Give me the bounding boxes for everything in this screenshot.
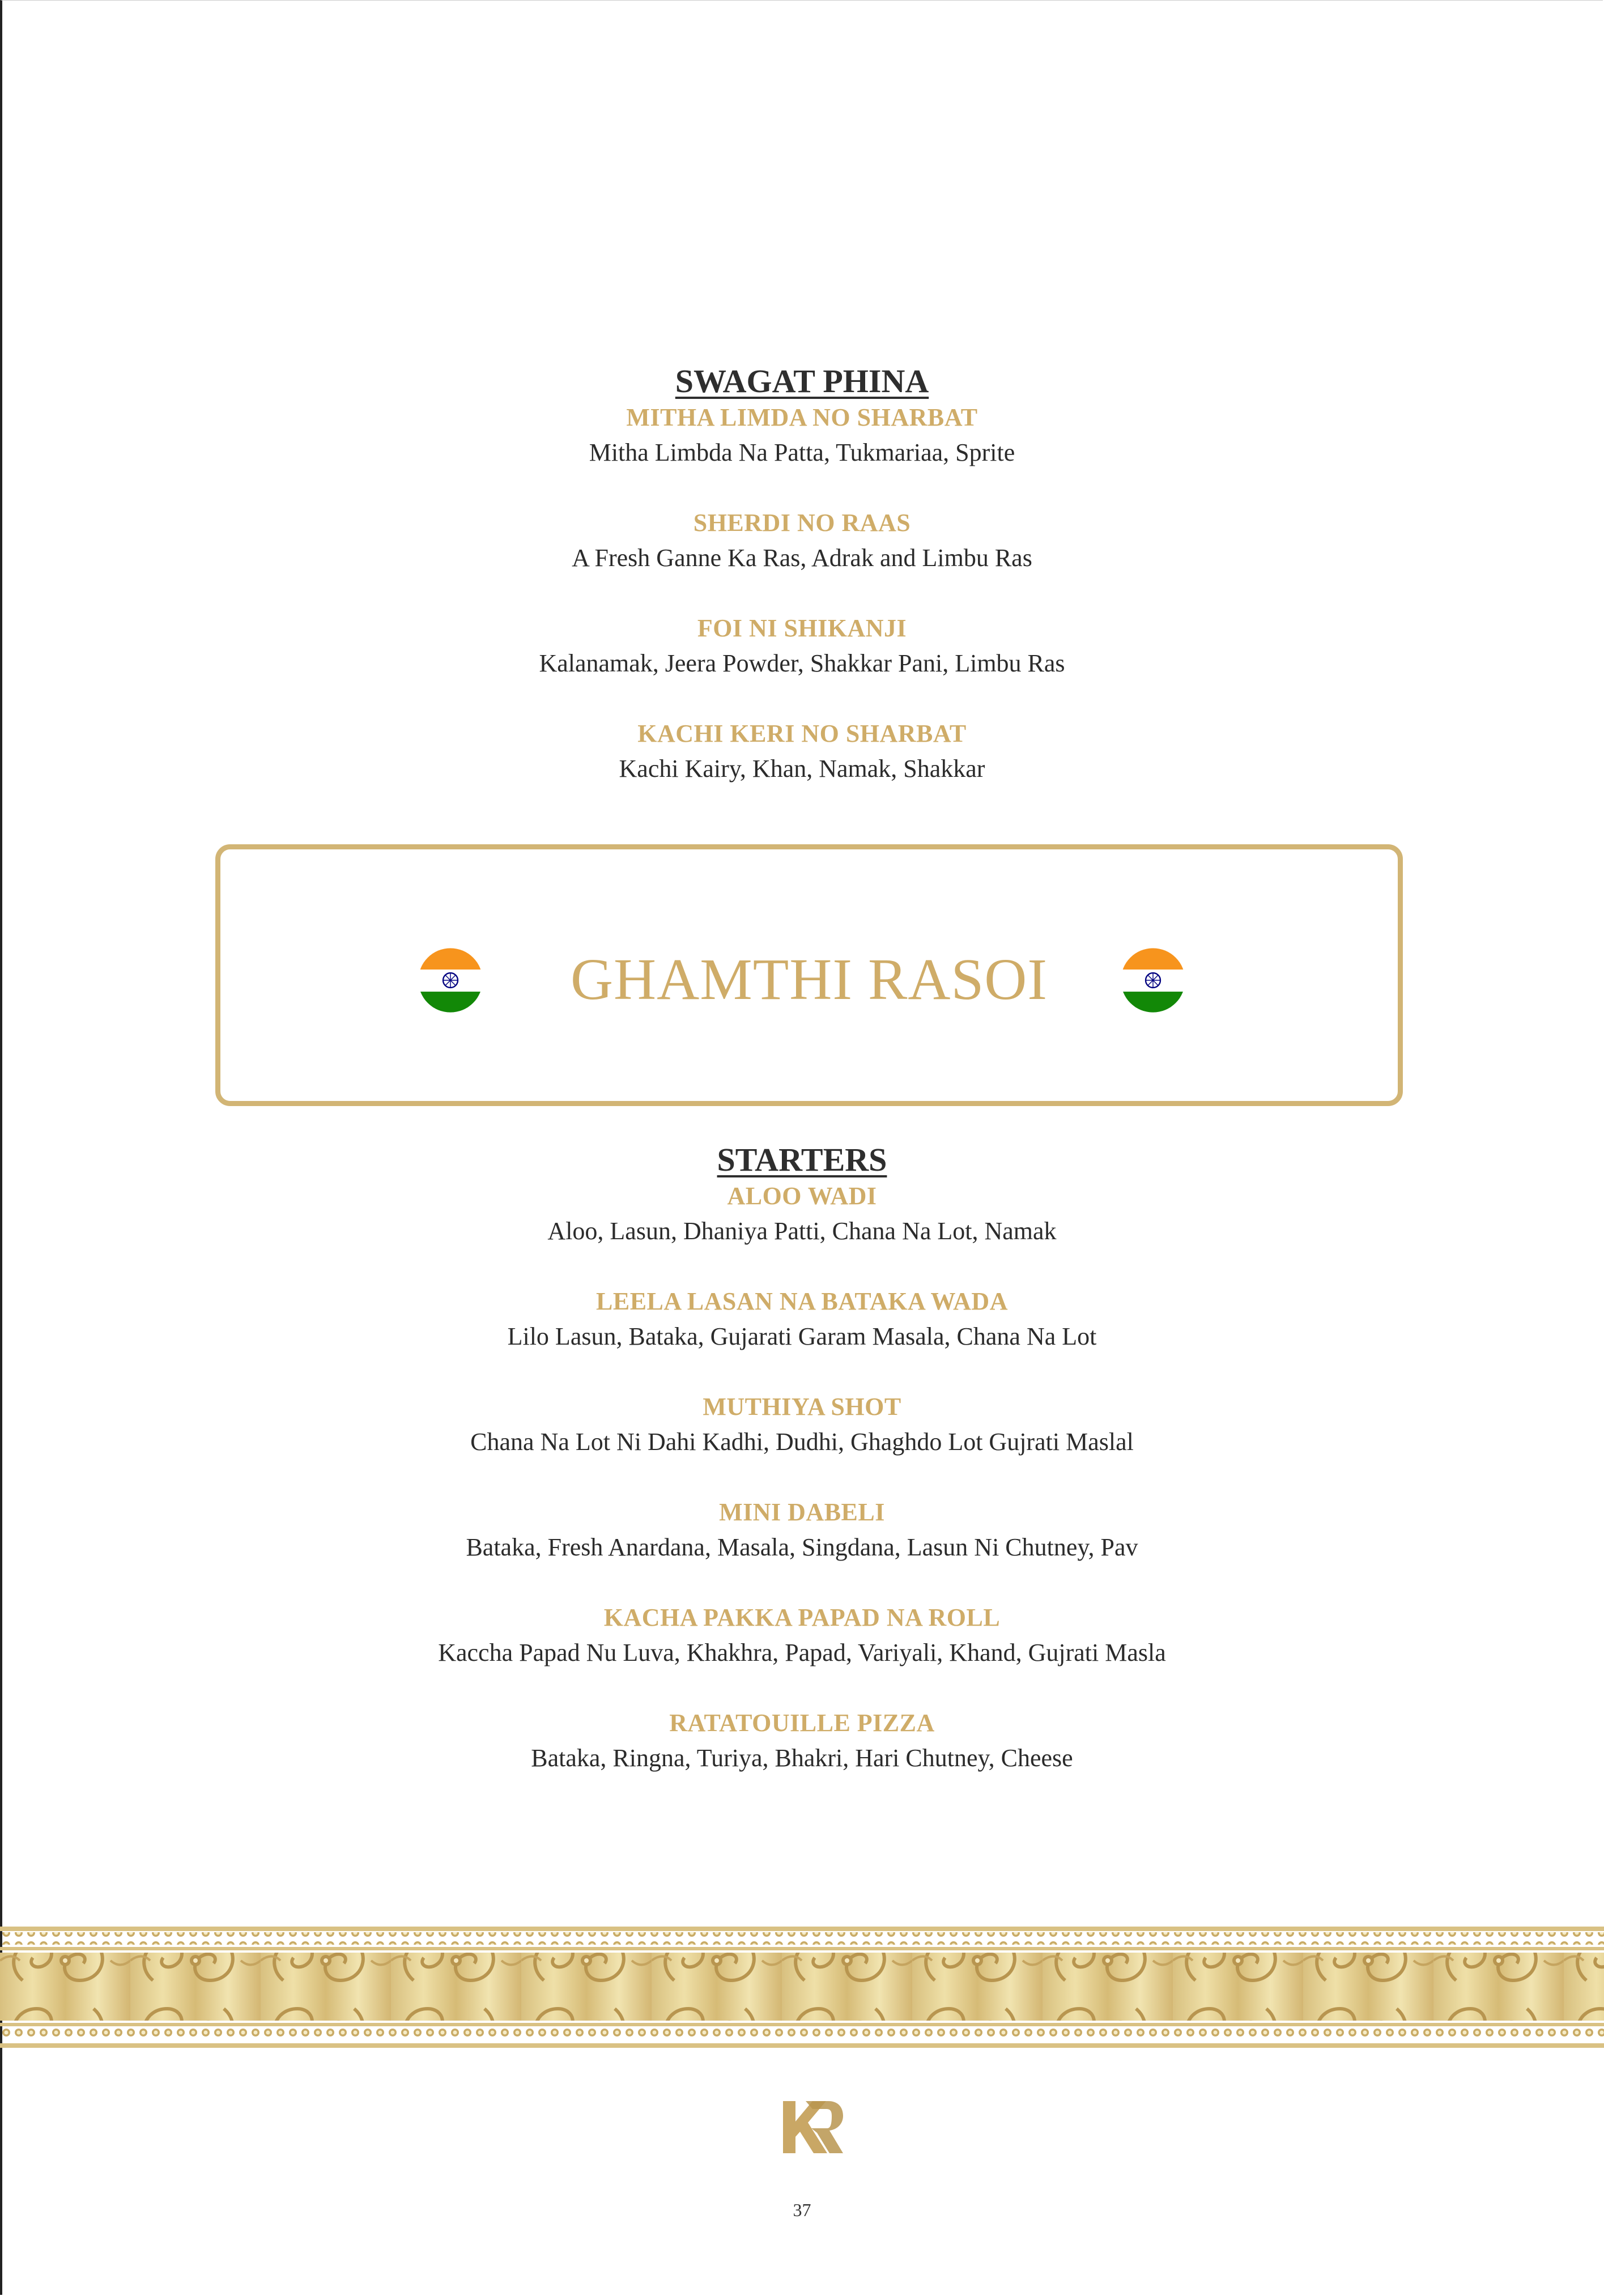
menu-item (0, 1389, 1604, 1460)
menu-item (0, 1706, 1604, 1776)
banner-title: GHAMTHI RASOI (570, 947, 1048, 1012)
kr-logo (783, 2101, 843, 2153)
menu-item (0, 1284, 1604, 1354)
section-heading: STARTERS (717, 1141, 887, 1178)
menu-item-description: A Fresh Ganne Ka Ras, Adrak and Limbu Ras (572, 544, 1032, 572)
menu-item-description: Kalanamak, Jeera Powder, Shakkar Pani, Limbu Ras (539, 649, 1065, 677)
menu-item-description: Aloo, Lasun, Dhaniya Patti, Chana Na Lot, Namak (547, 1217, 1057, 1245)
menu-item (0, 611, 1604, 681)
section-swagat-phina (0, 363, 1604, 822)
menu-item-description: Lilo Lasun, Bataka, Gujarati Garam Masala, Chana Na Lot (507, 1323, 1097, 1350)
section-heading: SWAGAT PHINA (675, 363, 929, 399)
menu-item-name: RATATOUILLE PIZZA (669, 1709, 935, 1737)
menu-item-name: MUTHIYA SHOT (703, 1393, 901, 1421)
menu-item-name: MITHA LIMDA NO SHARBAT (626, 403, 978, 431)
menu-item-name: SHERDI NO RAAS (693, 509, 911, 537)
india-flag-icon (1120, 947, 1186, 1014)
menu-item (0, 505, 1604, 576)
menu-item-description: Kaccha Papad Nu Luva, Khakhra, Papad, Variyali, Khand, Gujrati Masla (438, 1639, 1166, 1666)
section-banner (215, 844, 1403, 1106)
section-starters (0, 1141, 1604, 1811)
menu-item-name: KACHI KERI NO SHARBAT (637, 720, 967, 747)
menu-item (0, 716, 1604, 786)
menu-item-name: LEELA LASAN NA BATAKA WADA (596, 1287, 1008, 1315)
menu-item-description: Bataka, Fresh Anardana, Masala, Singdana, Lasun Ni Chutney, Pav (466, 1533, 1138, 1561)
menu-item (0, 1495, 1604, 1565)
menu-item-name: KACHA PAKKA PAPAD NA ROLL (603, 1604, 1001, 1631)
menu-item (0, 1600, 1604, 1670)
menu-item-name: ALOO WADI (727, 1182, 877, 1210)
menu-item-name: FOI NI SHIKANJI (697, 614, 907, 642)
menu-item-name: MINI DABELI (719, 1498, 885, 1526)
page-number: 37 (793, 2200, 811, 2220)
menu-item-description: Mitha Limbda Na Patta, Tukmariaa, Sprite (589, 439, 1015, 466)
menu-item (0, 400, 1604, 470)
decorative-paisley-border (0, 1927, 1604, 2050)
menu-item-description: Bataka, Ringna, Turiya, Bhakri, Hari Chutney, Cheese (531, 1744, 1073, 1772)
menu-item (0, 1179, 1604, 1249)
menu-item-description: Kachi Kairy, Khan, Namak, Shakkar (619, 755, 985, 783)
menu-item-description: Chana Na Lot Ni Dahi Kadhi, Dudhi, Ghaghdo Lot Gujrati Maslal (470, 1428, 1134, 1456)
